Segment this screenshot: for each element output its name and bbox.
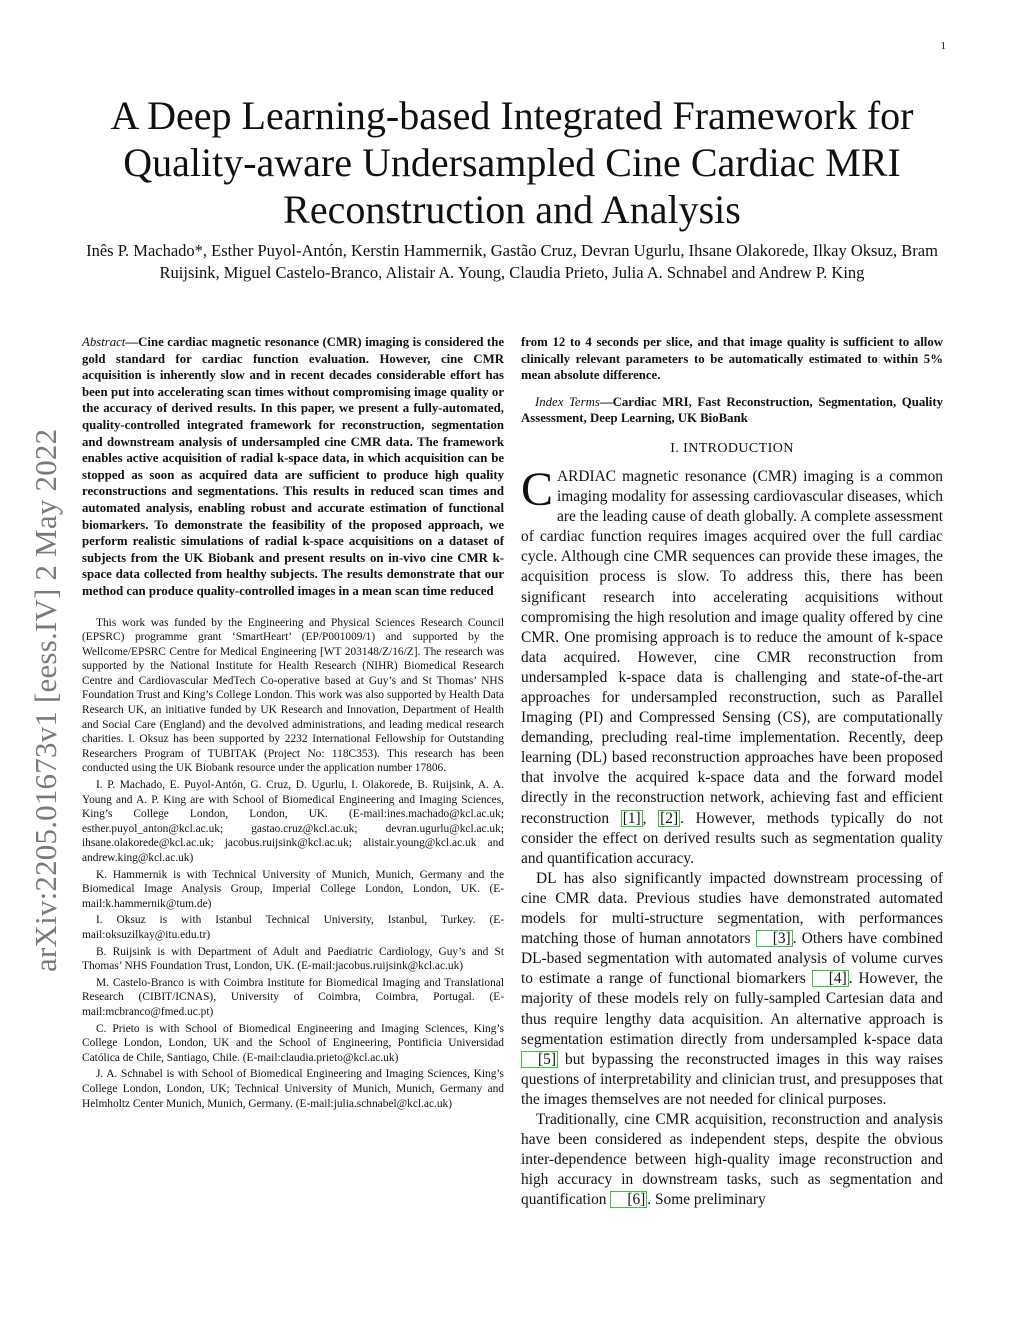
page-number: 1 bbox=[940, 40, 946, 52]
left-column bbox=[82, 334, 504, 1113]
footnote-affiliation: K. Hammernik is with Technical University of Munich, Munich, Germany and the Biomedical Image Analysis Group, Imperial College London, London, UK. (E-mail:k.hammernik@tum.de) bbox=[82, 868, 504, 910]
section-heading: I. INTRODUCTION bbox=[670, 440, 794, 456]
paragraph-text: Traditionally, cine CMR acquisition, reconstruction and analysis have been considered as independent steps, despite the obvious inter-dependence between high-quality image reconstruction and high accuracy in downstream tasks, such as segmentation and quantification bbox=[521, 1110, 943, 1209]
paragraph-text: . Some preliminary bbox=[647, 1191, 766, 1209]
paragraph-text: , bbox=[642, 809, 659, 827]
index-terms-label: Index Terms bbox=[535, 394, 600, 409]
intro-paragraph-2 bbox=[521, 869, 943, 1110]
arxiv-stamp: arXiv:2205.01673v1 [eess.IV] 2 May 2022 bbox=[28, 428, 63, 972]
citation-link[interactable]: [3] bbox=[756, 930, 793, 947]
footnote-funding: This work was funded by the Engineering and Physical Sciences Research Council (EPSRC) programme grant ‘SmartHeart’ (EP/P001009/1) and supported by the Wellcome/EPSRC Centre for Medical Engineering [WT 203148/Z/16/Z]. The research was supported by the National Institute for Health Research (NIHR) Biomedical Research Centre and Cardiovascular MedTech Co-operative based at Guy’s and St Thomas’ NHS Foundation Trust and King’s College London. This work was also supported by Health Data Research UK, an initiative funded by UK Research and Innovation, Department of Health and Social Care (England) and the devolved administrations, and leading medical research charities. I. Oksuz has been supported by 2232 International Fellowship for Outstanding Researchers Program of TUBITAK (Project No: 118C353). This research has been conducted using the UK Biobank resource under the application number 17806. bbox=[82, 616, 504, 775]
citation-link[interactable]: [2] bbox=[660, 809, 679, 827]
footnote-affiliation: C. Prieto is with School of Biomedical Engineering and Imaging Sciences, King’s College London, London, UK and the School of Engineering, Pontificia Universidad Católica de Chile, Santiago, Chile. (E-mail:claudia.prieto@kcl.ac.uk) bbox=[82, 1022, 504, 1064]
drop-cap: C bbox=[521, 462, 554, 516]
abstract-text: —Cine cardiac magnetic resonance (CMR) imaging is considered the gold standard for cardiac function evaluation. However, cine CMR acquisition is inherently slow and in recent decades considerable effort has been put into accelerating scan times without compromising image quality or the accuracy of derived results. In this paper, we present a fully-automated, quality-controlled integrated framework for reconstruction, segmentation and downstream analysis of undersampled cine CMR data. The framework enables active acquisition of radial k-space data, in which acquisition can be stopped as soon as acquired data are sufficient to produce high quality reconstructions and segmentations. This results in reduced scan times and automated analysis, enabling robust and accurate estimation of functional biomarkers. To demonstrate the feasibility of the proposed approach, we perform realistic simulations of radial k-space acquisitions on a dataset of subjects from the UK Biobank and present results on in-vivo cine CMR k-space data collected from healthy subjects. The results demonstrate that our method can produce quality-controlled images in a mean scan time reduced bbox=[82, 335, 504, 598]
footnote-affiliation: I. Oksuz is with Istanbul Technical University, Istanbul, Turkey. (E-mail:oksuzilkay@itu.edu.tr) bbox=[82, 914, 504, 941]
citation-link[interactable]: [1] bbox=[622, 809, 641, 827]
footnote-affiliation: J. A. Schnabel is with School of Biomedical Engineering and Imaging Sciences, King’s College London, London, UK; Technical University of Munich, Munich, Germany and Helmholtz Center Munich, Munich, Germany. (E-mail:julia.schnabel@kcl.ac.uk) bbox=[82, 1068, 504, 1110]
index-terms bbox=[521, 394, 943, 427]
footnote-affiliation: B. Ruijsink is with Department of Adult and Paediatric Cardiology, Guy’s and St Thomas’ NHS Foundation Trust, London, UK. (E-mail:jacobus.ruijsink@kcl.ac.uk) bbox=[82, 945, 504, 973]
footnote-affiliation: M. Castelo-Branco is with Coimbra Institute for Biomedical Imaging and Translational Research (CIBIT/ICNAS), University of Coimbra, Coimbra, Portugal. (E-mail:mcbranco@fmed.uc.pt) bbox=[82, 976, 504, 1018]
index-terms-text: —Cardiac MRI, Fast Reconstruction, Segmentation, Quality Assessment, Deep Learning, UK BioBank bbox=[521, 394, 943, 426]
footnotes bbox=[82, 616, 504, 1112]
citation-link[interactable]: [6] bbox=[610, 1191, 647, 1208]
footnote-affiliation: I. P. Machado, E. Puyol-Antón, G. Cruz, D. Ugurlu, I. Olakorede, B. Ruijsink, A. A. Young and A. P. King are with School of Biomedical Engineering and Imaging Sciences, King’s College London, London, UK. (E-mail:ines.machado@kcl.ac.uk; esther.puyol_anton@kcl.ac.uk; gastao.cruz@kcl.ac.uk; devran.ugurlu@kcl.ac.uk; ihsane.olakorede@kcl.ac.uk; jacobus.ruijsink@kcl.ac.uk; alistair.young@kcl.ac.uk and andrew.king@kcl.ac.uk) bbox=[82, 779, 504, 864]
author-list: Inês P. Machado*, Esther Puyol-Antón, Kerstin Hammernik, Gastão Cruz, Devran Ugurlu, Ihsane Olakorede, Ilkay Oksuz, Bram Ruijsink, Miguel Castelo-Branco, Alistair A. Young, Claudia Prieto, Julia A. Schnabel and Andrew P. King bbox=[86, 241, 938, 282]
citation-link[interactable]: [5] bbox=[521, 1051, 558, 1068]
paragraph-text: . However, the majority of these models rely on fully-sampled Cartesian data and thus require lengthy data acquisition. An alternative approach is segmentation estimation directly from undersampled k-space data bbox=[521, 970, 943, 1048]
paper-title: A Deep Learning-based Integrated Framework for Quality-aware Undersampled Cine Cardiac MRI Reconstruction and Analysis bbox=[110, 93, 914, 232]
intro-paragraph-3 bbox=[521, 1110, 943, 1210]
paragraph-text: . Others have combined DL-based segmentation with automated analysis of volume curves to estimate a range of functional biomarkers bbox=[521, 930, 943, 988]
right-column bbox=[521, 334, 943, 1210]
paragraph-text: ARDIAC magnetic resonance (CMR) imaging is a common imaging modality for assessing cardiovascular diseases, which are the leading cause of death globally. A complete assessment of cardiac function requires images acquired over the full cardiac cycle. Although cine CMR sequences can provide these images, the acquisition process is slow. To address this, there has been significant research into accelerating acquisitions without compromising the high resolution and image quality offered by cine CMR. One promising approach is to reduce the amount of k-space data acquired. However, cine CMR reconstruction from undersampled k-space data is challenging and state-of-the-art approaches for undersampled reconstruction, such as Parallel Imaging (PI) and Compressed Sensing (CS), are computationally demanding, precluding real-time implementation. Recently, deep learning (DL) based reconstruction approaches have been proposed that involve the acquired k-space data and the forward model directly in the reconstruction network, achieving fast and efficient reconstruction bbox=[521, 467, 943, 827]
abstract bbox=[82, 334, 504, 600]
intro-paragraph-1 bbox=[521, 462, 943, 869]
abstract-label: Abstract bbox=[82, 335, 126, 349]
abstract-continued: from 12 to 4 seconds per slice, and that image quality is sufficient to allow clinically relevant parameters to be automatically estimated to within 5% mean absolute difference. bbox=[521, 335, 943, 383]
paragraph-text: but bypassing the reconstructed images in this way raises questions of interpretability and clinician trust, and presupposes that the images themselves are not needed for clinical purposes. bbox=[521, 1050, 943, 1108]
paragraph-text: DL has also significantly impacted downstream processing of cine CMR data. Previous studies have demonstrated automated models for multi-structure segmentation, with performances matching those of human annotators bbox=[521, 869, 943, 948]
paragraph-text: . However, methods typically do not consider the effect on derived results such as segmentation quality and quantification accuracy. bbox=[521, 809, 943, 867]
citation-link[interactable]: [4] bbox=[812, 970, 849, 987]
